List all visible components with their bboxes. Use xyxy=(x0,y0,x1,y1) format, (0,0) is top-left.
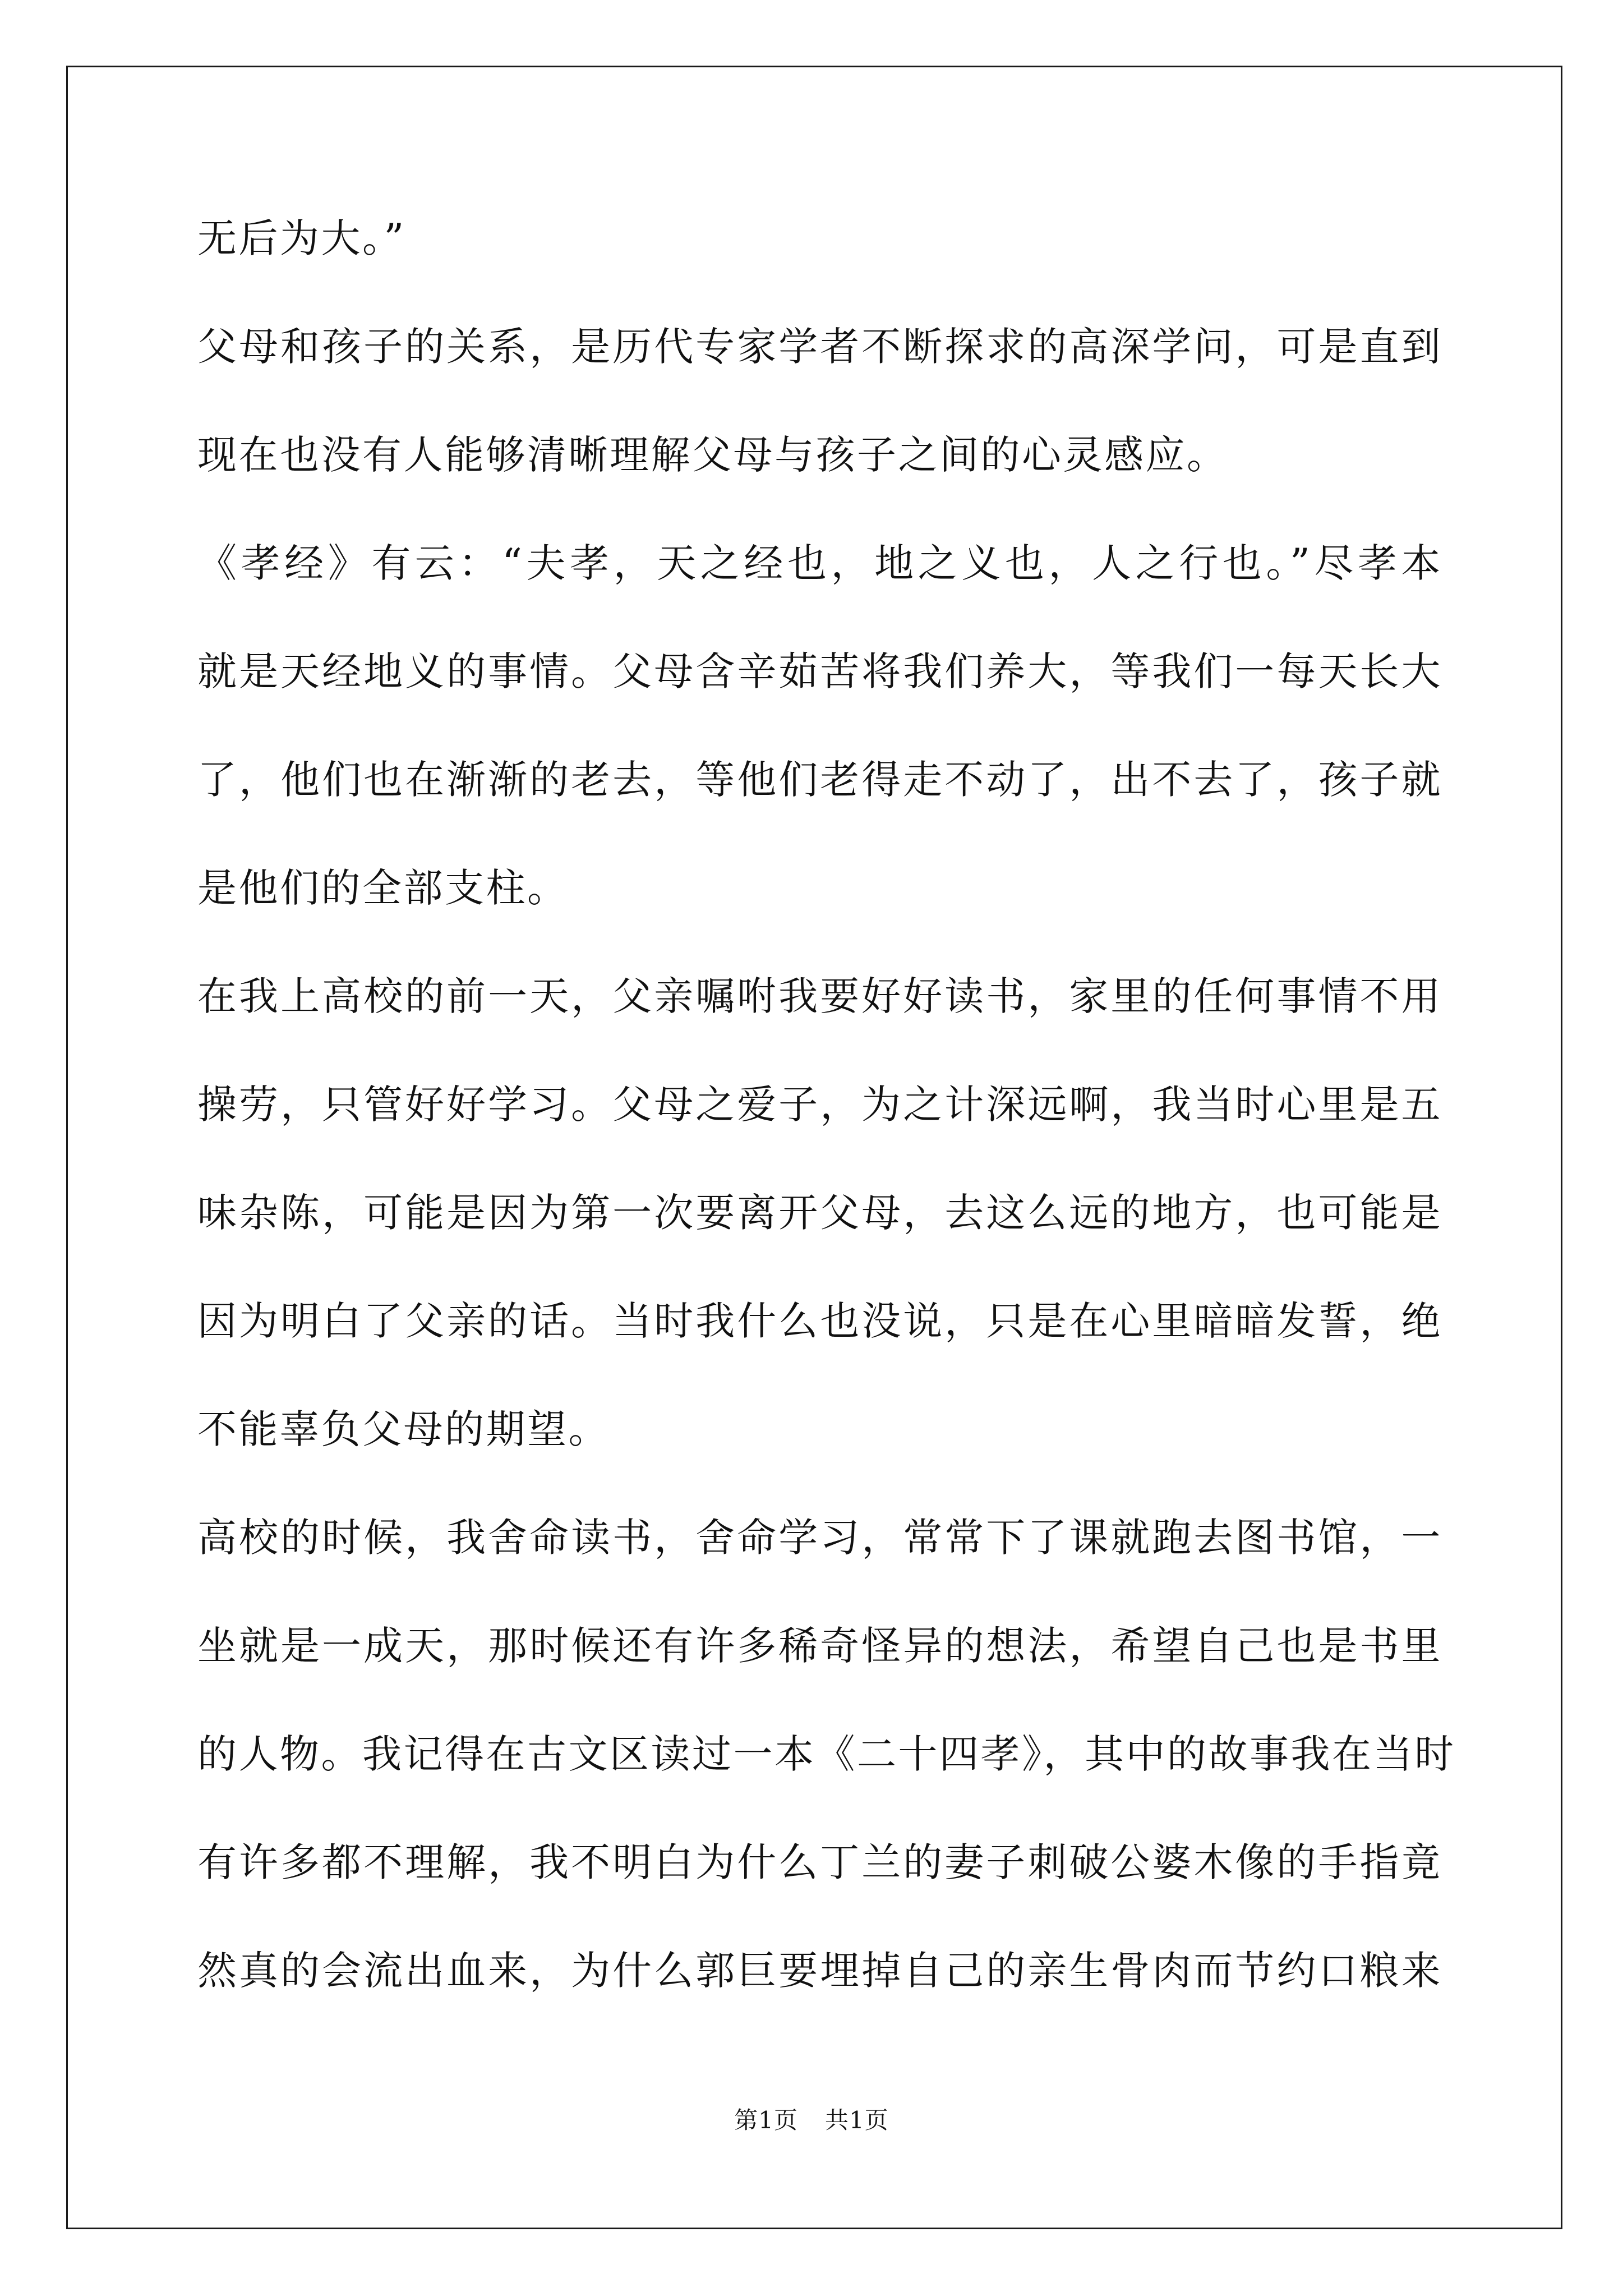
page-number-total: 共1页 xyxy=(825,2106,889,2134)
text-line: 就是天经地义的事情。父母含辛茹苦将我们养大，等我们一每天长大 xyxy=(197,648,1442,694)
text-line: 现在也没有人能够清晰理解父母与孩子之间的心灵感应。 xyxy=(197,432,1228,478)
text-line: 不能辜负父母的期望。 xyxy=(197,1406,610,1452)
page-footer xyxy=(0,2104,1623,2137)
document-body xyxy=(197,213,1456,2054)
text-line: 有许多都不理解，我不明白为什么丁兰的妻子刺破公婆木像的手指竟 xyxy=(197,1839,1442,1885)
text-line: 父母和孩子的关系，是历代专家学者不断探求的高深学问，可是直到 xyxy=(197,324,1442,370)
text-line: 高校的时候，我舍命读书，舍命学习，常常下了课就跑去图书馆，一 xyxy=(197,1515,1442,1561)
text-line: 了，他们也在渐渐的老去，等他们老得走不动了，出不去了，孩子就 xyxy=(197,757,1442,803)
text-line: 是他们的全部支柱。 xyxy=(197,865,569,911)
text-line: 因为明白了父亲的话。当时我什么也没说，只是在心里暗暗发誓，绝 xyxy=(197,1298,1442,1344)
text-line: 的人物。我记得在古文区读过一本《二十四孝》，其中的故事我在当时 xyxy=(197,1731,1456,1777)
text-line: 然真的会流出血来，为什么郭巨要埋掉自己的亲生骨肉而节约口粮来 xyxy=(197,1948,1442,1994)
text-line: 味杂陈，可能是因为第一次要离开父母，去这么远的地方，也可能是 xyxy=(197,1190,1442,1236)
page-number-current: 第1页 xyxy=(734,2106,798,2134)
text-line: 操劳，只管好好学习。父母之爱子，为之计深远啊，我当时心里是五 xyxy=(197,1082,1442,1128)
text-line: 在我上高校的前一天，父亲嘱咐我要好好读书，家里的任何事情不用 xyxy=(197,973,1442,1019)
text-line: 坐就是一成天，那时候还有许多稀奇怪异的想法，希望自己也是书里 xyxy=(197,1623,1442,1669)
text-line: 无后为大。” xyxy=(197,215,406,261)
text-line: 《孝经》有云：“夫孝，天之经也，地之义也，人之行也。”尽孝本 xyxy=(197,540,1442,586)
